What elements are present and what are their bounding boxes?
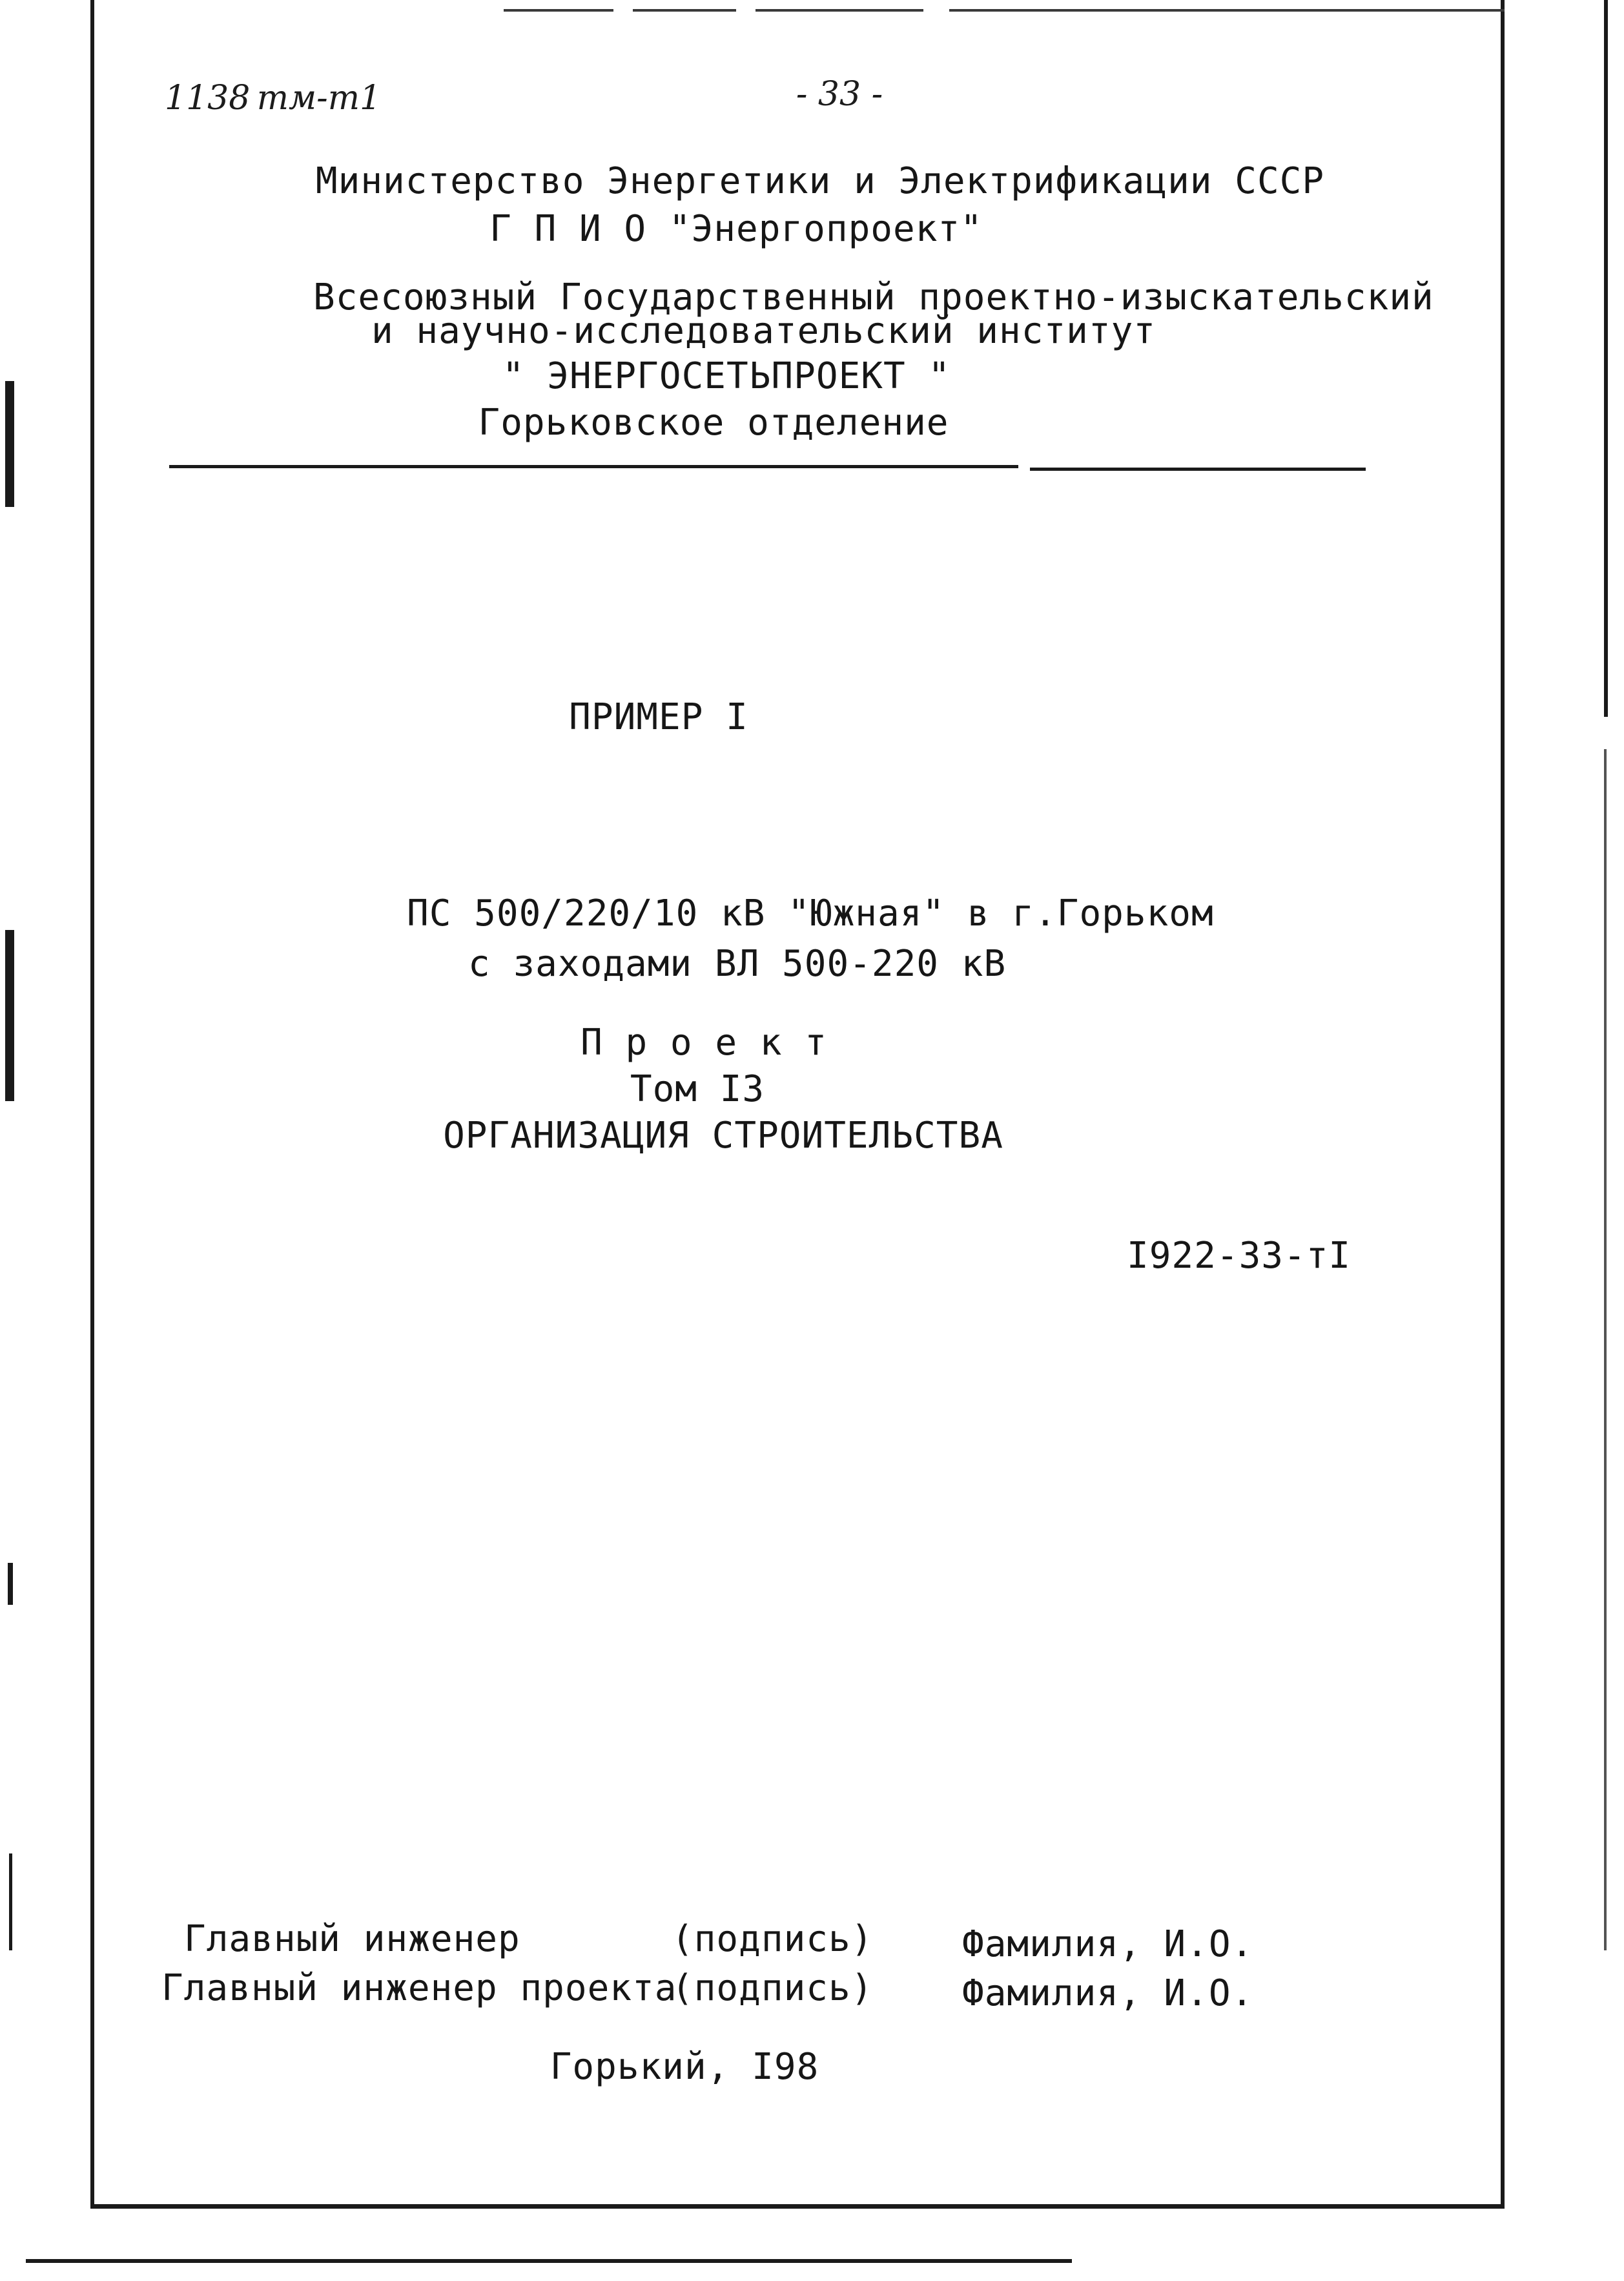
bottom-rule [26,2259,1072,2263]
frame-top-dash [949,9,1505,12]
institute-name: " ЭНЕРГОСЕТЬПРОЕКТ " [502,355,951,397]
example-title: ПРИМЕР I [569,696,748,738]
frame-top-dash [755,9,923,12]
page-number: - 33 - [796,75,883,114]
scan-edge-mark [9,1853,12,1950]
institute-line-2: и научно-исследовательский институт [371,310,1156,352]
scan-edge-mark [8,1563,13,1605]
signature-placeholder: (подпись) [672,1967,874,2009]
signature-placeholder: (подпись) [672,1918,874,1960]
section-title: ОРГАНИЗАЦИЯ СТРОИТЕЛЬСТВА [443,1115,1003,1157]
header-rule [169,465,1018,468]
signature-role: Главный инженер [184,1918,520,1960]
place-year: Горький, I98 [550,2046,819,2088]
scan-edge-mark [5,381,14,507]
frame-top-dash [633,9,736,12]
branch-line: Горьковское отделение [478,402,949,444]
signature-name: Фамилия, И.О. [962,1972,1254,2014]
project-line-2: с заходами ВЛ 500-220 кВ [468,943,1007,985]
institute-line-1: Всесоюзный Государственный проектно-изыскательский [313,276,1434,318]
document-type: П р о е к т [581,1022,827,1064]
header-rule [1030,468,1366,471]
signature-name: Фамилия, И.О. [962,1923,1254,1965]
project-line-1: ПС 500/220/10 кВ "Южная" в г.Горьком [407,893,1214,934]
scan-edge-mark [5,930,14,1101]
scan-edge-mark [1604,749,1607,1950]
frame-top-dash [504,9,613,12]
archive-number: 1138 тм-т1 [165,79,382,118]
signature-role: Главный инженер проекта [161,1967,677,2009]
scan-edge-mark [1604,0,1608,717]
ministry-line: Министерство Энергетики и Электрификации СССР [315,160,1325,202]
document-code: I922-33-тI [1127,1235,1352,1277]
gpio-line: Г П И О "Энергопроект" [489,208,983,250]
volume-number: Том I3 [630,1068,765,1110]
